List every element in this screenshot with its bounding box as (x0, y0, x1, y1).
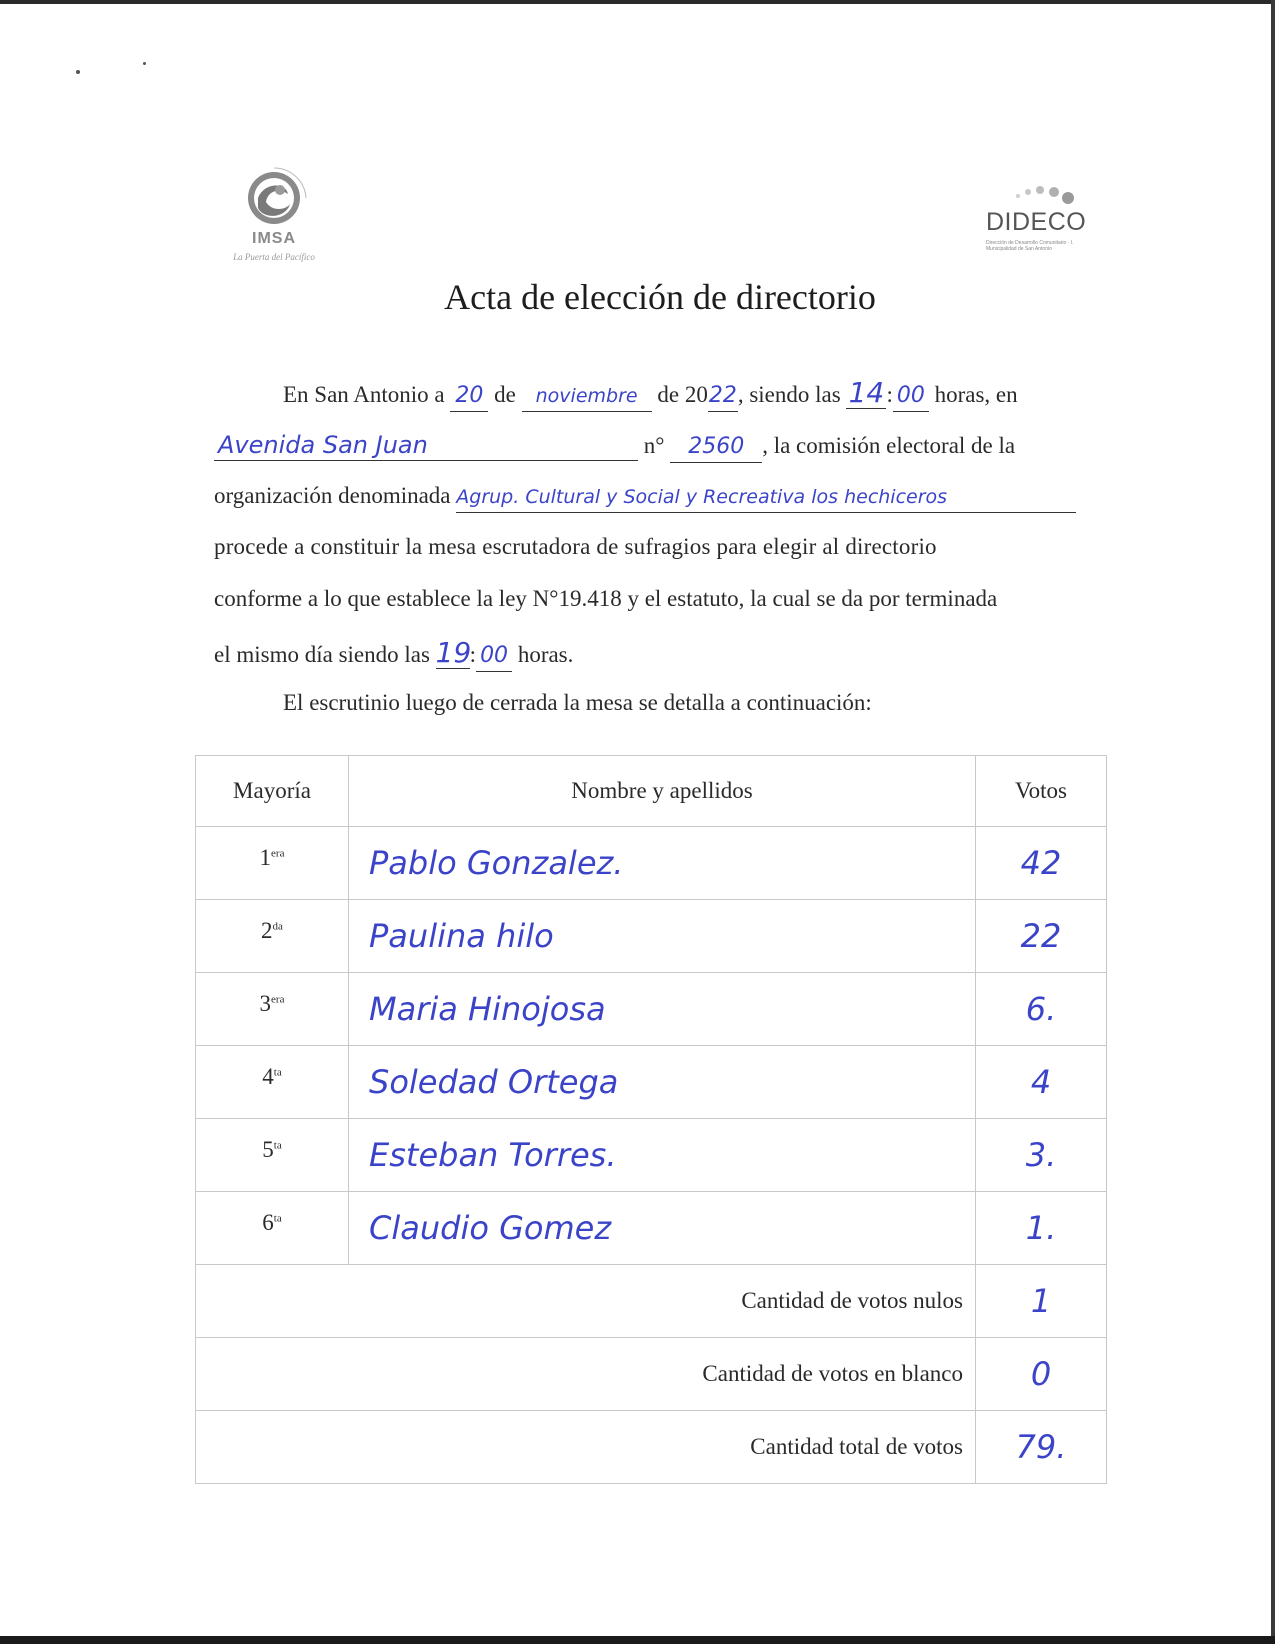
candidate-name: Soledad Ortega (349, 1046, 976, 1119)
table-row (196, 900, 1107, 973)
text-segment: de 20 (657, 382, 708, 407)
paragraph-line-5: conforme a lo que establece la ley N°19.418 y el estatuto, la cual se da por terminada (214, 586, 998, 611)
text-segment: horas. (517, 642, 574, 667)
candidate-votes: 3. (976, 1119, 1107, 1192)
dideco-tagline: Dirección de Desarrollo Comunitario · I. Municipalidad de San Antonio (986, 240, 1074, 252)
summary-value: 79. (976, 1411, 1107, 1484)
scrutiny-intro: El escrutinio luego de cerrada la mesa se detalla a continuación: (283, 690, 872, 715)
summary-row-null-votes (196, 1265, 1107, 1338)
end-hour-field: 19 (435, 636, 472, 669)
organization-field: Agrup. Cultural y Social y Recreativa los hechiceros (456, 482, 1076, 513)
dideco-name: DIDECO (986, 208, 1087, 236)
paragraph-line-6: el mismo día siendo las 19: 00 horas. (214, 638, 1104, 690)
rank-number: 1 (259, 845, 272, 870)
summary-row-blank-votes (196, 1338, 1107, 1411)
table-row (196, 1192, 1107, 1265)
candidate-votes: 6. (976, 973, 1107, 1046)
candidate-name: Paulina hilo (349, 900, 976, 973)
street-field: Avenida San Juan (214, 430, 638, 461)
rank-cell (196, 1119, 349, 1192)
rank-number: 4 (262, 1064, 274, 1089)
scan-speck (143, 62, 146, 65)
rank-cell (196, 1192, 349, 1265)
text-segment: el mismo día siendo las (214, 642, 430, 667)
paragraph-line-3 (214, 482, 1104, 534)
rank-number: 5 (262, 1137, 274, 1162)
text-segment: de (494, 382, 516, 407)
rank-suffix: ta (273, 1066, 282, 1079)
month-field: noviembre (522, 381, 652, 412)
dideco-dots-icon (980, 180, 1100, 210)
rank-suffix: era (271, 993, 285, 1006)
end-minute-field: 00 (476, 641, 512, 672)
candidate-votes: 42 (976, 827, 1107, 900)
scan-border-top (0, 0, 1275, 4)
text-segment: , siendo las (737, 382, 841, 407)
rank-cell (196, 900, 349, 973)
candidate-name: Claudio Gomez (349, 1192, 976, 1265)
header-rank: Mayoría (196, 756, 349, 827)
candidate-votes: 1. (976, 1192, 1107, 1265)
paragraph-line-2 (214, 430, 1104, 482)
summary-label: Cantidad total de votos (196, 1411, 976, 1484)
text-segment: organización denominada (214, 483, 451, 508)
text-segment: n° (643, 433, 665, 458)
year-field: 22 (708, 381, 738, 412)
start-hour-field: 14 (846, 378, 886, 409)
rank-suffix: era (271, 847, 285, 860)
header-name: Nombre y apellidos (349, 756, 976, 827)
rank-number: 2 (261, 918, 273, 943)
candidate-name: Maria Hinojosa (349, 973, 976, 1046)
rank-number: 6 (262, 1210, 274, 1235)
rank-cell (196, 1046, 349, 1119)
summary-value: 1 (976, 1265, 1107, 1338)
summary-value: 0 (976, 1338, 1107, 1411)
table-header-row (196, 756, 1107, 827)
rank-cell (196, 973, 349, 1046)
scan-border-bottom (0, 1636, 1275, 1644)
summary-label: Cantidad de votos en blanco (196, 1338, 976, 1411)
candidate-name: Esteban Torres. (349, 1119, 976, 1192)
header-votes: Votos (976, 756, 1107, 827)
text-segment: horas, en (934, 382, 1018, 407)
imsa-tagline: La Puerta del Pacífico (233, 252, 315, 262)
paragraph-line-1: En San Antonio a 20 de noviembre de 2022, siendo las 14: 00 horas, en (283, 378, 1173, 430)
scrutiny-table (195, 755, 1107, 1484)
rank-suffix: ta (273, 1212, 282, 1225)
table-row (196, 1046, 1107, 1119)
street-number-field: 2560 (670, 432, 762, 463)
day-field: 20 (450, 381, 488, 412)
table-row (196, 973, 1107, 1046)
page-title: Acta de elección de directorio (444, 277, 876, 317)
imsa-logo (214, 160, 334, 270)
text-segment: En San Antonio a (283, 382, 445, 407)
scan-border-right (1271, 0, 1275, 1644)
paragraph-line-4: procede a constituir la mesa escrutadora de sufragios para elegir al directorio (214, 534, 937, 559)
table-row (196, 827, 1107, 900)
rank-number: 3 (259, 991, 272, 1016)
imsa-name: IMSA (252, 230, 296, 247)
start-minute-field: 00 (893, 381, 929, 412)
candidate-votes: 22 (976, 900, 1107, 973)
scan-speck (76, 70, 80, 74)
text-segment: , la comisión electoral de la (762, 433, 1016, 458)
summary-label: Cantidad de votos nulos (196, 1265, 976, 1338)
summary-row-total-votes (196, 1411, 1107, 1484)
rank-cell (196, 827, 349, 900)
table-row (196, 1119, 1107, 1192)
dideco-logo (980, 180, 1100, 260)
rank-suffix: da (272, 920, 283, 933)
candidate-votes: 4 (976, 1046, 1107, 1119)
candidate-name: Pablo Gonzalez. (349, 827, 976, 900)
rank-suffix: ta (273, 1139, 282, 1152)
